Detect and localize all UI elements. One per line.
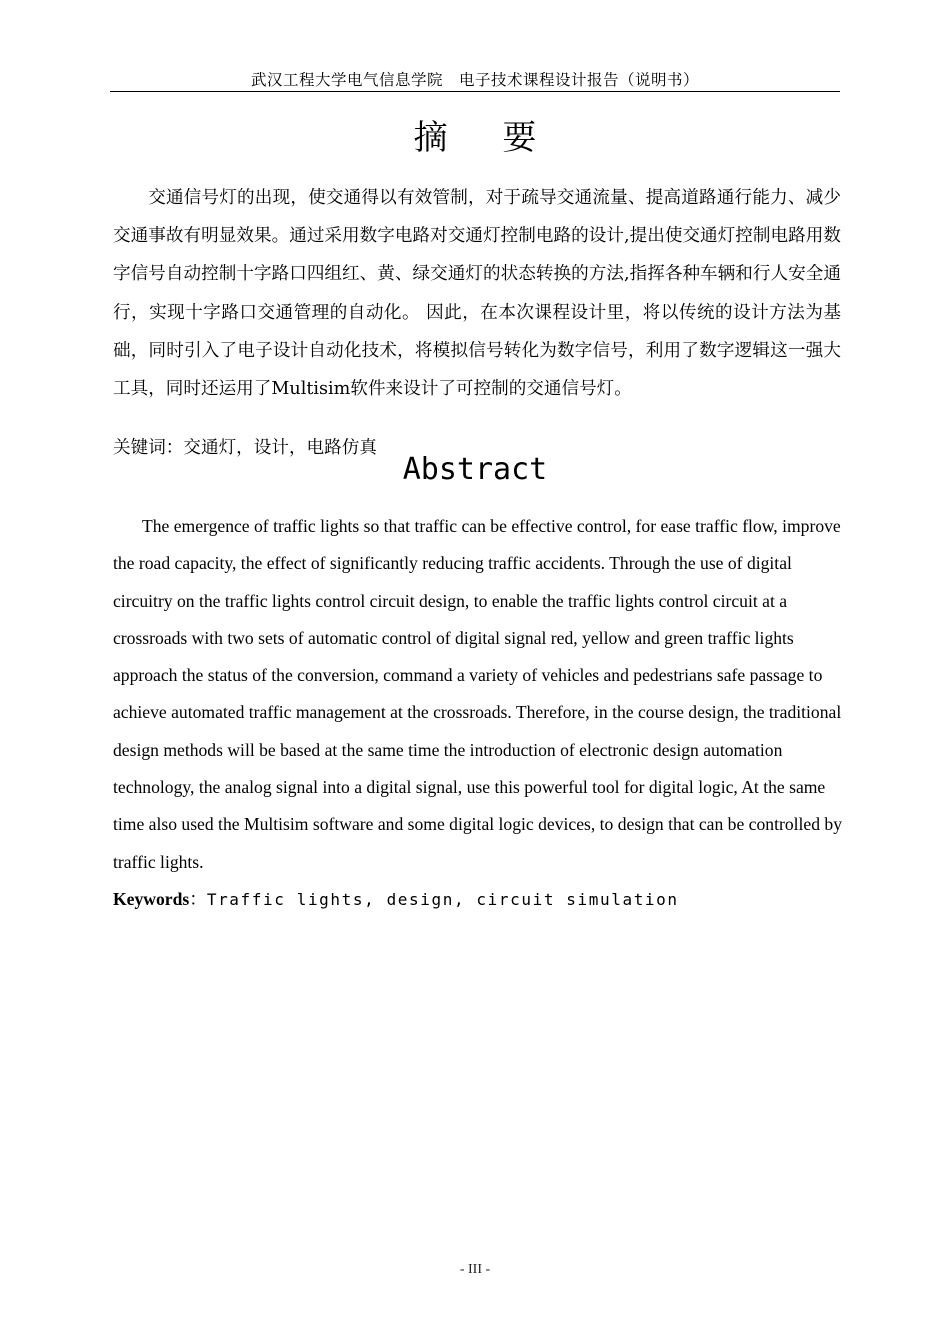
- english-abstract-title: Abstract: [402, 452, 548, 487]
- english-keywords: [113, 884, 843, 915]
- keywords-value: Traffic lights, design, circuit simulation: [206, 890, 679, 909]
- keywords-label: Keywords: [113, 889, 190, 909]
- keywords-separator: ：: [189, 890, 207, 910]
- chinese-abstract-body: 交通信号灯的出现，使交通得以有效管制，对于疏导交通流量、提高道路通行能力、减少交通事故有明显效果。通过采用数字电路对交通灯控制电路的设计,提出使交通灯控制电路用数字信号自动控制十字路口四组红、黄、绿交通灯的状态转换的方法,指挥各种车辆和行人安全通行，实现十字路口交通管理的自动化。 因此，在本次课程设计里，将以传统的设计方法为基础，同时引入了电子设计自动化技术，将模拟信号转化为数字信号，利用了数字逻辑这一强大工具，同时还运用了Multisim软件来设计了可控制的交通信号灯。: [113, 188, 841, 400]
- running-header: 武汉工程大学电气信息学院 电子技术课程设计报告（说明书）: [250, 71, 699, 89]
- chinese-abstract-title: 摘 要: [413, 118, 559, 158]
- chinese-keywords: 关键词：交通灯，设计，电路仿真: [113, 438, 377, 458]
- page-number: - III -: [459, 1262, 491, 1277]
- english-abstract-body: The emergence of traffic lights so that traffic can be effective control, for ease traffic flow, improve the road capacity, the effect of significantly reducing traffic accidents. Through the use of digital circuitry on the traffic lights control circuit design, to enable the traffic lights control circuit at a crossroads with two sets of automatic control of digital signal red, yellow and green traffic lights approach the status of the conversion, command a variety of vehicles and pedestrians safe passage to achieve automated traffic management at the crossroads. Therefore, in the course design, the traditional design methods will be based at the same time the introduction of electronic design automation technology, the analog signal into a digital signal, use this powerful tool for digital logic, At the same time also used the Multisim software and some digital logic devices, to design that can be controlled by traffic lights.: [113, 516, 842, 872]
- header-rule: [110, 91, 840, 92]
